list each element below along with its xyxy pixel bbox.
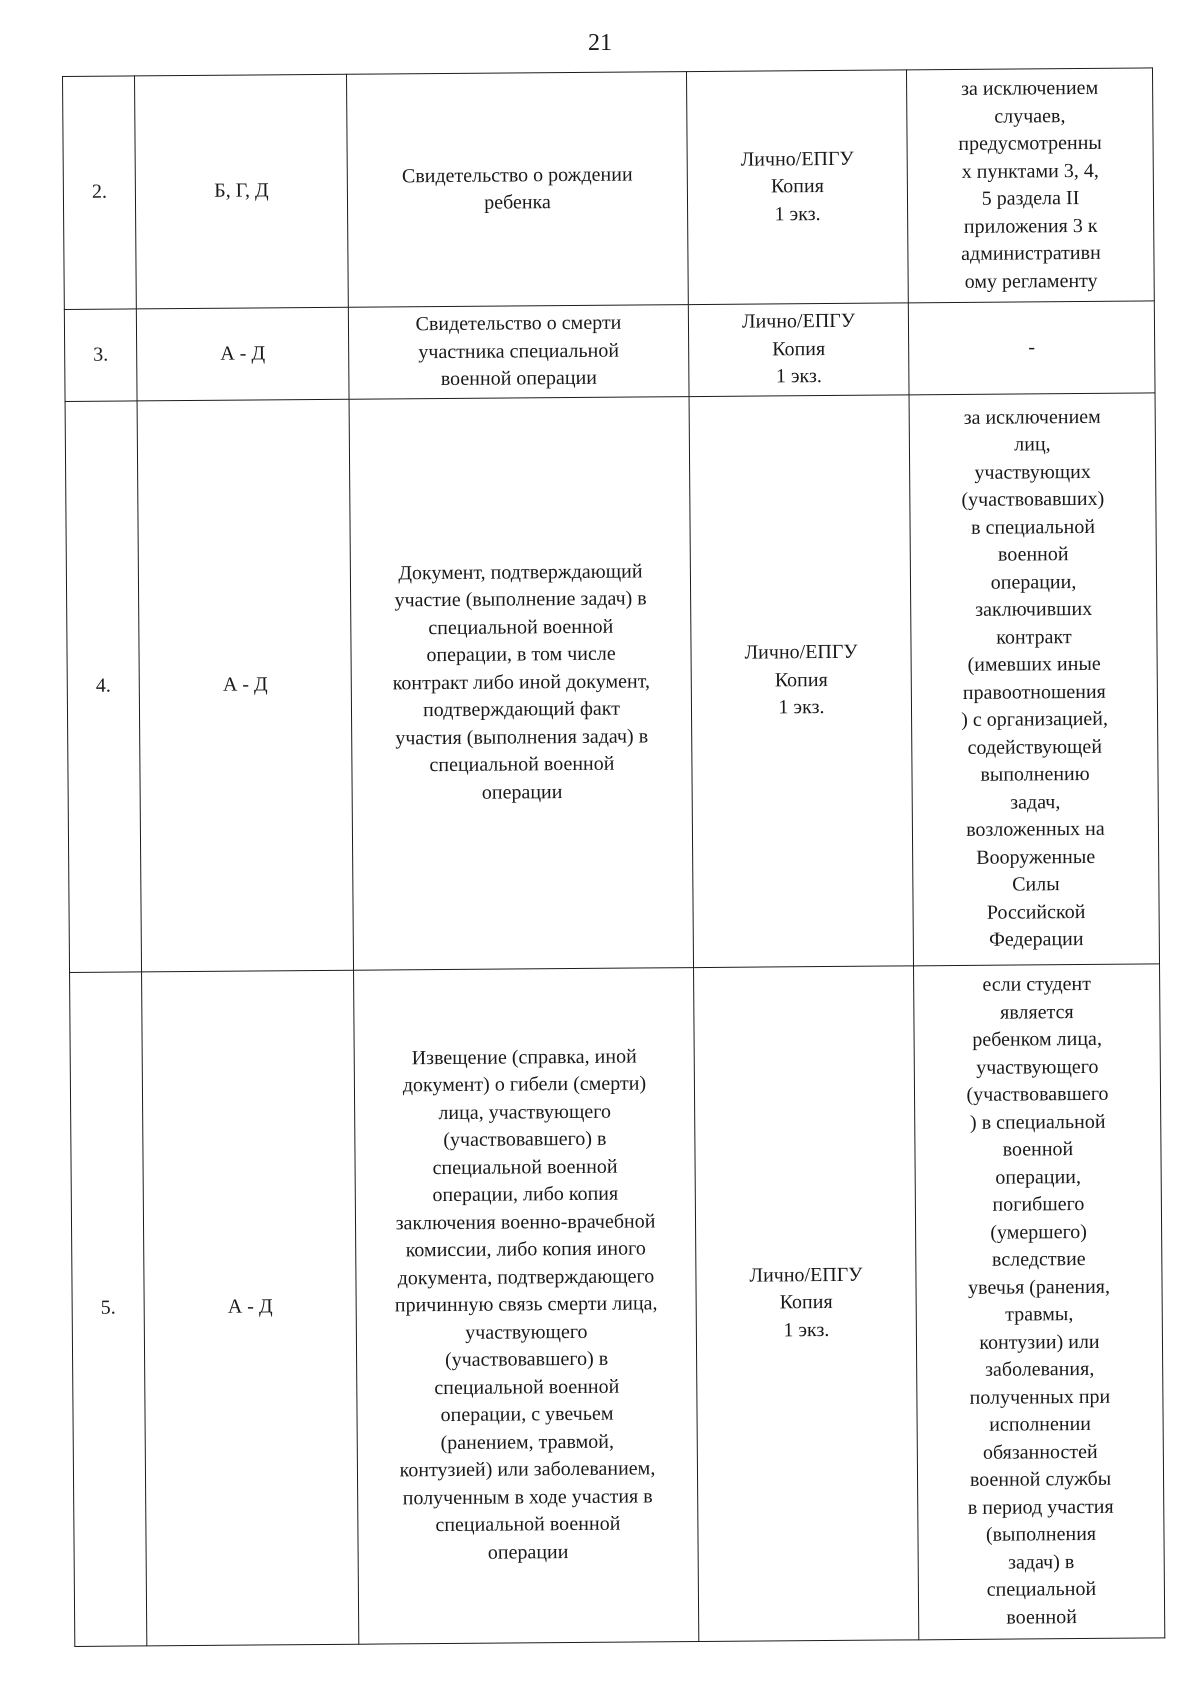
categories-text: Б, Г, Д <box>214 179 269 203</box>
submission-cell <box>689 394 913 967</box>
categories-text: А - Д <box>222 673 268 696</box>
row-number: 2. <box>91 180 107 204</box>
table-row <box>65 392 1159 972</box>
documents-table <box>62 67 1165 1646</box>
submission-method: Лично/ЕПГУ Копия 1 экз. <box>740 147 854 226</box>
submission-cell <box>688 303 909 396</box>
row-number-cell <box>63 76 137 310</box>
note-cell <box>906 68 1154 303</box>
note-cell <box>908 301 1155 394</box>
categories-text: А - Д <box>227 1295 273 1318</box>
note-text: за исключением лиц, участвующих (участвовавших) в специальной военной операции, заключивших контракт (имевших иные правоотношения ) с организацией, содействующей выполнению задач, возложенных на Вооруженные Силы Российской Федерации <box>961 405 1109 951</box>
note-text: если студент является ребенком лица, участвующего (участвовавшего ) в специальной военной операции, погибшего (умершего) вследствие увечья (ранения, травмы, контузии) или заболевания, полученных при исполнении обязанностей военной службы в период участия (выполнения задач) в специальной военной <box>966 972 1114 1629</box>
page-number: 21 <box>588 30 612 56</box>
row-number-cell <box>70 971 147 1646</box>
categories-cell <box>142 970 359 1646</box>
submission-cell <box>694 965 919 1641</box>
table-row <box>63 68 1155 310</box>
note-text: за исключением случаев, предусмотренны х пунктами 3, 4, 5 раздела II приложения 3 к административн ому регламенту <box>958 76 1102 293</box>
document-title: Свидетельство о рождении ребенка <box>401 163 633 214</box>
document-title: Документ, подтверждающий участие (выполнение задач) в специальной военной операции, в том числе контракт либо иной документ, подтверждающий факт участия (выполнения задач) в специальной военной операции <box>392 560 650 804</box>
document-cell <box>349 396 693 970</box>
row-number: 4. <box>95 674 111 697</box>
document-cell <box>348 305 689 399</box>
note-cell <box>914 963 1165 1639</box>
categories-cell <box>137 399 353 972</box>
row-number-cell <box>64 309 137 401</box>
note-text: - <box>1028 335 1036 358</box>
submission-method: Лично/ЕПГУ Копия 1 экз. <box>741 309 856 388</box>
document-title: Свидетельство о смерти участника специальной военной операции <box>415 311 622 391</box>
submission-method: Лично/ЕПГУ Копия 1 экз. <box>749 1263 863 1342</box>
document-cell <box>354 967 699 1644</box>
row-number: 3. <box>93 343 109 366</box>
document-cell <box>346 72 688 308</box>
categories-cell <box>136 307 349 400</box>
categories-text: А - Д <box>220 341 266 365</box>
table-row <box>64 301 1155 401</box>
note-cell <box>909 392 1159 965</box>
categories-cell <box>135 74 349 309</box>
document-title: Извещение (справка, иной документ) о гибели (смерти) лица, участвующего (участвовавшего) в специальной военной операции, либо копия заключения военно-врачебной комиссии, либо копия иного документа, подтверждающего причинную связь смерти лица, участвующего (участвовавшего) в специальной военной операции, с увечьем (ранением, травмой, контузией) или заболеванием, полученным в ходе участия в специальной военной операции <box>394 1045 658 1564</box>
row-number: 5. <box>100 1296 116 1319</box>
submission-method: Лично/ЕПГУ Копия 1 экз. <box>744 641 858 719</box>
row-number-cell <box>65 400 141 972</box>
table-row <box>70 963 1165 1646</box>
submission-cell <box>686 70 908 305</box>
